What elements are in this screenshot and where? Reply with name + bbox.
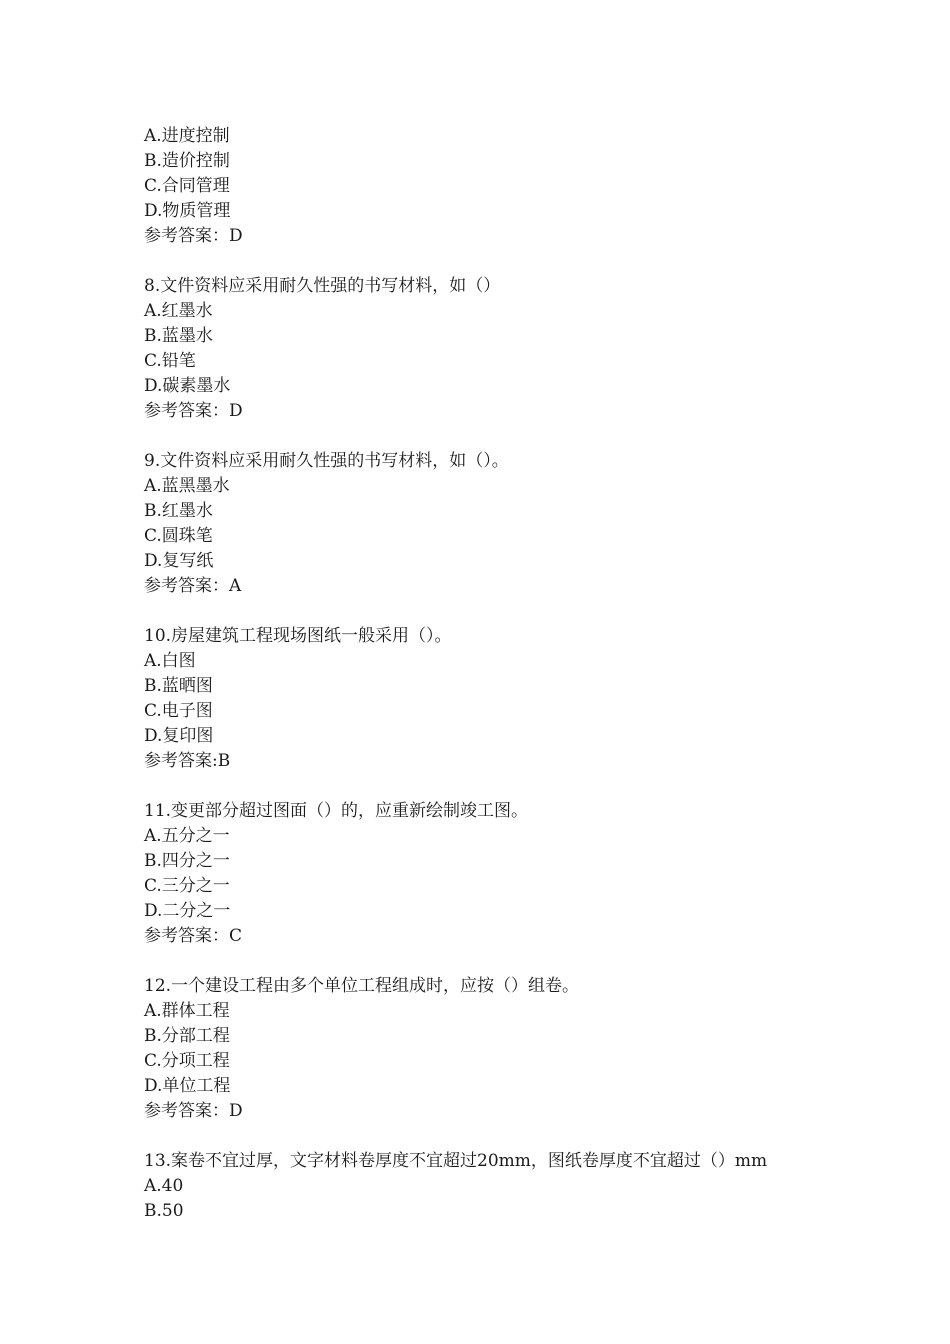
option-a: A.蓝黑墨水 bbox=[144, 476, 230, 496]
option-d: D.单位工程 bbox=[144, 1076, 231, 1096]
option-a: A.红墨水 bbox=[144, 301, 213, 321]
answer-line: 参考答案：A bbox=[144, 576, 242, 596]
option-c: C.圆珠笔 bbox=[144, 526, 213, 546]
option-b: B.分部工程 bbox=[144, 1026, 230, 1046]
question-12 bbox=[144, 974, 844, 1124]
option-c: C.合同管理 bbox=[144, 176, 230, 196]
option-a: A.五分之一 bbox=[144, 826, 230, 846]
option-a: A.白图 bbox=[144, 651, 196, 671]
spacer bbox=[144, 949, 844, 974]
answer-line: 参考答案:B bbox=[144, 751, 231, 771]
option-d: D.二分之一 bbox=[144, 901, 231, 921]
question-text: 12.一个建设工程由多个单位工程组成时，应按（）组卷。 bbox=[144, 976, 580, 996]
question-text: 8.文件资料应采用耐久性强的书写材料，如（） bbox=[144, 276, 501, 296]
option-a: A.40 bbox=[144, 1176, 184, 1196]
option-d: D.复印图 bbox=[144, 726, 214, 746]
option-b: B.蓝晒图 bbox=[144, 676, 213, 696]
option-b: B.蓝墨水 bbox=[144, 326, 213, 346]
option-b: B.红墨水 bbox=[144, 501, 213, 521]
option-b: B.造价控制 bbox=[144, 151, 230, 171]
option-c: C.三分之一 bbox=[144, 876, 230, 896]
question-9 bbox=[144, 449, 844, 599]
answer-line: 参考答案：D bbox=[144, 401, 243, 421]
option-c: C.分项工程 bbox=[144, 1051, 230, 1071]
question-13 bbox=[144, 1149, 844, 1224]
option-b: B.50 bbox=[144, 1201, 184, 1221]
spacer bbox=[144, 1124, 844, 1149]
answer-line: 参考答案：C bbox=[144, 926, 243, 946]
question-text: 9.文件资料应采用耐久性强的书写材料，如（）。 bbox=[144, 451, 509, 471]
document-page bbox=[144, 124, 844, 1224]
option-c: C.铅笔 bbox=[144, 351, 196, 371]
question-text: 13.案卷不宜过厚，文字材料卷厚度不宜超过20mm，图纸卷厚度不宜超过（）mm bbox=[144, 1151, 768, 1171]
option-d: D.碳素墨水 bbox=[144, 376, 231, 396]
option-a: A.进度控制 bbox=[144, 126, 230, 146]
option-c: C.电子图 bbox=[144, 701, 213, 721]
question-10 bbox=[144, 624, 844, 774]
spacer bbox=[144, 424, 844, 449]
question-7 bbox=[144, 124, 844, 249]
question-text: 10.房屋建筑工程现场图纸一般采用（）。 bbox=[144, 626, 452, 646]
spacer bbox=[144, 599, 844, 624]
answer-line: 参考答案：D bbox=[144, 1101, 243, 1121]
option-a: A.群体工程 bbox=[144, 1001, 230, 1021]
question-8 bbox=[144, 274, 844, 424]
option-b: B.四分之一 bbox=[144, 851, 230, 871]
spacer bbox=[144, 774, 844, 799]
option-d: D.物质管理 bbox=[144, 201, 231, 221]
question-text: 11.变更部分超过图面（）的，应重新绘制竣工图。 bbox=[144, 801, 529, 821]
answer-line: 参考答案：D bbox=[144, 226, 243, 246]
question-11 bbox=[144, 799, 844, 949]
option-d: D.复写纸 bbox=[144, 551, 214, 571]
spacer bbox=[144, 249, 844, 274]
